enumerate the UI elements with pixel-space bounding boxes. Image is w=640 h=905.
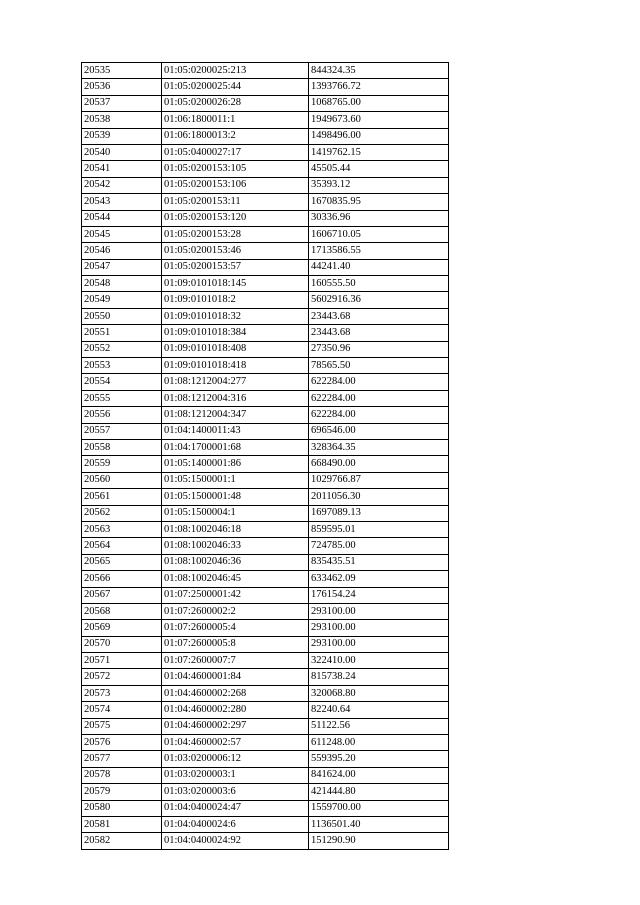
table-body [82, 63, 449, 850]
data-table [81, 62, 449, 850]
table-row [82, 226, 449, 242]
cadastral-number-cell: 01:09:0101018:2 [162, 292, 309, 308]
value-cell: 176154.24 [309, 587, 449, 603]
row-number-cell: 20557 [82, 423, 162, 439]
row-number-cell: 20571 [82, 653, 162, 669]
table-row [82, 587, 449, 603]
table-row [82, 390, 449, 406]
table-row [82, 259, 449, 275]
table-row [82, 472, 449, 488]
table-row [82, 800, 449, 816]
table-row [82, 439, 449, 455]
cadastral-number-cell: 01:05:0200153:105 [162, 161, 309, 177]
cadastral-number-cell: 01:05:0200153:28 [162, 226, 309, 242]
row-number-cell: 20552 [82, 341, 162, 357]
cadastral-number-cell: 01:05:1500001:1 [162, 472, 309, 488]
cadastral-number-cell: 01:08:1212004:347 [162, 407, 309, 423]
row-number-cell: 20556 [82, 407, 162, 423]
value-cell: 27350.96 [309, 341, 449, 357]
cadastral-number-cell: 01:08:1212004:316 [162, 390, 309, 406]
table-row [82, 521, 449, 537]
table-row [82, 456, 449, 472]
row-number-cell: 20537 [82, 95, 162, 111]
value-cell: 293100.00 [309, 620, 449, 636]
value-cell: 841624.00 [309, 767, 449, 783]
row-number-cell: 20542 [82, 177, 162, 193]
row-number-cell: 20565 [82, 554, 162, 570]
row-number-cell: 20575 [82, 718, 162, 734]
row-number-cell: 20566 [82, 571, 162, 587]
cadastral-number-cell: 01:09:0101018:384 [162, 325, 309, 341]
table-row [82, 620, 449, 636]
cadastral-number-cell: 01:05:0200025:44 [162, 79, 309, 95]
row-number-cell: 20559 [82, 456, 162, 472]
table-row [82, 702, 449, 718]
cadastral-number-cell: 01:05:0200153:120 [162, 210, 309, 226]
table-row [82, 292, 449, 308]
value-cell: 51122.56 [309, 718, 449, 734]
table-row [82, 112, 449, 128]
cadastral-number-cell: 01:08:1212004:277 [162, 374, 309, 390]
row-number-cell: 20547 [82, 259, 162, 275]
cadastral-number-cell: 01:05:0200153:11 [162, 194, 309, 210]
row-number-cell: 20562 [82, 505, 162, 521]
table-row [82, 177, 449, 193]
cadastral-number-cell: 01:05:0200026:28 [162, 95, 309, 111]
row-number-cell: 20572 [82, 669, 162, 685]
value-cell: 622284.00 [309, 407, 449, 423]
table-row [82, 718, 449, 734]
cadastral-number-cell: 01:07:2600005:4 [162, 620, 309, 636]
value-cell: 724785.00 [309, 538, 449, 554]
row-number-cell: 20535 [82, 63, 162, 79]
table-row [82, 653, 449, 669]
row-number-cell: 20536 [82, 79, 162, 95]
cadastral-number-cell: 01:05:0200153:57 [162, 259, 309, 275]
row-number-cell: 20574 [82, 702, 162, 718]
cadastral-number-cell: 01:04:4600001:84 [162, 669, 309, 685]
table-row [82, 210, 449, 226]
row-number-cell: 20545 [82, 226, 162, 242]
row-number-cell: 20570 [82, 636, 162, 652]
cadastral-number-cell: 01:07:2600002:2 [162, 603, 309, 619]
row-number-cell: 20548 [82, 276, 162, 292]
table-row [82, 128, 449, 144]
value-cell: 1419762.15 [309, 144, 449, 160]
row-number-cell: 20550 [82, 308, 162, 324]
value-cell: 696546.00 [309, 423, 449, 439]
cadastral-number-cell: 01:08:1002046:33 [162, 538, 309, 554]
row-number-cell: 20541 [82, 161, 162, 177]
value-cell: 322410.00 [309, 653, 449, 669]
value-cell: 45505.44 [309, 161, 449, 177]
row-number-cell: 20546 [82, 243, 162, 259]
value-cell: 1498496.00 [309, 128, 449, 144]
value-cell: 1136501.40 [309, 816, 449, 832]
value-cell: 151290.90 [309, 833, 449, 849]
table-row [82, 144, 449, 160]
cadastral-number-cell: 01:05:0200025:213 [162, 63, 309, 79]
cadastral-number-cell: 01:05:0400027:17 [162, 144, 309, 160]
cadastral-number-cell: 01:04:0400024:92 [162, 833, 309, 849]
cadastral-number-cell: 01:08:1002046:45 [162, 571, 309, 587]
value-cell: 1697089.13 [309, 505, 449, 521]
value-cell: 44241.40 [309, 259, 449, 275]
table-row [82, 95, 449, 111]
cadastral-number-cell: 01:03:0200003:1 [162, 767, 309, 783]
table-row [82, 603, 449, 619]
table-row [82, 735, 449, 751]
row-number-cell: 20568 [82, 603, 162, 619]
cadastral-number-cell: 01:05:1500001:48 [162, 489, 309, 505]
value-cell: 293100.00 [309, 636, 449, 652]
cadastral-number-cell: 01:04:4600002:297 [162, 718, 309, 734]
row-number-cell: 20538 [82, 112, 162, 128]
cadastral-number-cell: 01:05:1400001:86 [162, 456, 309, 472]
value-cell: 622284.00 [309, 390, 449, 406]
table-row [82, 161, 449, 177]
table-row [82, 63, 449, 79]
table-row [82, 407, 449, 423]
row-number-cell: 20579 [82, 784, 162, 800]
row-number-cell: 20580 [82, 800, 162, 816]
row-number-cell: 20567 [82, 587, 162, 603]
cadastral-number-cell: 01:09:0101018:408 [162, 341, 309, 357]
row-number-cell: 20564 [82, 538, 162, 554]
table-row [82, 816, 449, 832]
row-number-cell: 20561 [82, 489, 162, 505]
cadastral-number-cell: 01:08:1002046:18 [162, 521, 309, 537]
row-number-cell: 20544 [82, 210, 162, 226]
table-row [82, 194, 449, 210]
table-row [82, 833, 449, 849]
row-number-cell: 20581 [82, 816, 162, 832]
row-number-cell: 20573 [82, 685, 162, 701]
cadastral-number-cell: 01:04:4600002:268 [162, 685, 309, 701]
row-number-cell: 20560 [82, 472, 162, 488]
row-number-cell: 20555 [82, 390, 162, 406]
cadastral-number-cell: 01:07:2600005:8 [162, 636, 309, 652]
value-cell: 859595.01 [309, 521, 449, 537]
row-number-cell: 20551 [82, 325, 162, 341]
cadastral-number-cell: 01:04:4600002:57 [162, 735, 309, 751]
table-row [82, 767, 449, 783]
value-cell: 1606710.05 [309, 226, 449, 242]
row-number-cell: 20553 [82, 358, 162, 374]
value-cell: 82240.64 [309, 702, 449, 718]
table-row [82, 751, 449, 767]
cadastral-number-cell: 01:06:1800011:1 [162, 112, 309, 128]
row-number-cell: 20578 [82, 767, 162, 783]
value-cell: 1393766.72 [309, 79, 449, 95]
value-cell: 23443.68 [309, 325, 449, 341]
table-row [82, 784, 449, 800]
table-row [82, 79, 449, 95]
table-row [82, 636, 449, 652]
value-cell: 815738.24 [309, 669, 449, 685]
value-cell: 1713586.55 [309, 243, 449, 259]
table-row [82, 276, 449, 292]
row-number-cell: 20576 [82, 735, 162, 751]
table-row [82, 308, 449, 324]
cadastral-number-cell: 01:07:2500001:42 [162, 587, 309, 603]
table-row [82, 538, 449, 554]
value-cell: 293100.00 [309, 603, 449, 619]
value-cell: 559395.20 [309, 751, 449, 767]
value-cell: 835435.51 [309, 554, 449, 570]
cadastral-number-cell: 01:09:0101018:145 [162, 276, 309, 292]
row-number-cell: 20539 [82, 128, 162, 144]
value-cell: 1029766.87 [309, 472, 449, 488]
table-row [82, 423, 449, 439]
row-number-cell: 20543 [82, 194, 162, 210]
row-number-cell: 20582 [82, 833, 162, 849]
cadastral-number-cell: 01:03:0200006:12 [162, 751, 309, 767]
table-row [82, 669, 449, 685]
value-cell: 1559700.00 [309, 800, 449, 816]
table-row [82, 358, 449, 374]
cadastral-number-cell: 01:08:1002046:36 [162, 554, 309, 570]
row-number-cell: 20554 [82, 374, 162, 390]
row-number-cell: 20569 [82, 620, 162, 636]
table-row [82, 325, 449, 341]
row-number-cell: 20577 [82, 751, 162, 767]
value-cell: 611248.00 [309, 735, 449, 751]
value-cell: 668490.00 [309, 456, 449, 472]
value-cell: 23443.68 [309, 308, 449, 324]
cadastral-number-cell: 01:04:1400011:43 [162, 423, 309, 439]
row-number-cell: 20563 [82, 521, 162, 537]
row-number-cell: 20549 [82, 292, 162, 308]
cadastral-number-cell: 01:03:0200003:6 [162, 784, 309, 800]
table-row [82, 374, 449, 390]
cadastral-number-cell: 01:06:1800013:2 [162, 128, 309, 144]
row-number-cell: 20540 [82, 144, 162, 160]
value-cell: 633462.09 [309, 571, 449, 587]
value-cell: 1670835.95 [309, 194, 449, 210]
value-cell: 2011056.30 [309, 489, 449, 505]
cadastral-number-cell: 01:04:0400024:6 [162, 816, 309, 832]
value-cell: 320068.80 [309, 685, 449, 701]
value-cell: 30336.96 [309, 210, 449, 226]
table-row [82, 505, 449, 521]
table-row [82, 554, 449, 570]
table-row [82, 571, 449, 587]
cadastral-number-cell: 01:07:2600007:7 [162, 653, 309, 669]
row-number-cell: 20558 [82, 439, 162, 455]
value-cell: 160555.50 [309, 276, 449, 292]
cadastral-number-cell: 01:09:0101018:418 [162, 358, 309, 374]
value-cell: 1949673.60 [309, 112, 449, 128]
table-row [82, 341, 449, 357]
value-cell: 35393.12 [309, 177, 449, 193]
table-row [82, 243, 449, 259]
table-row [82, 489, 449, 505]
cadastral-number-cell: 01:05:1500004:1 [162, 505, 309, 521]
value-cell: 328364.35 [309, 439, 449, 455]
value-cell: 622284.00 [309, 374, 449, 390]
value-cell: 844324.35 [309, 63, 449, 79]
cadastral-number-cell: 01:09:0101018:32 [162, 308, 309, 324]
cadastral-number-cell: 01:04:1700001:68 [162, 439, 309, 455]
value-cell: 421444.80 [309, 784, 449, 800]
cadastral-number-cell: 01:04:4600002:280 [162, 702, 309, 718]
table-row [82, 685, 449, 701]
value-cell: 1068765.00 [309, 95, 449, 111]
cadastral-number-cell: 01:05:0200153:106 [162, 177, 309, 193]
cadastral-number-cell: 01:04:0400024:47 [162, 800, 309, 816]
cadastral-number-cell: 01:05:0200153:46 [162, 243, 309, 259]
value-cell: 78565.50 [309, 358, 449, 374]
value-cell: 5602916.36 [309, 292, 449, 308]
